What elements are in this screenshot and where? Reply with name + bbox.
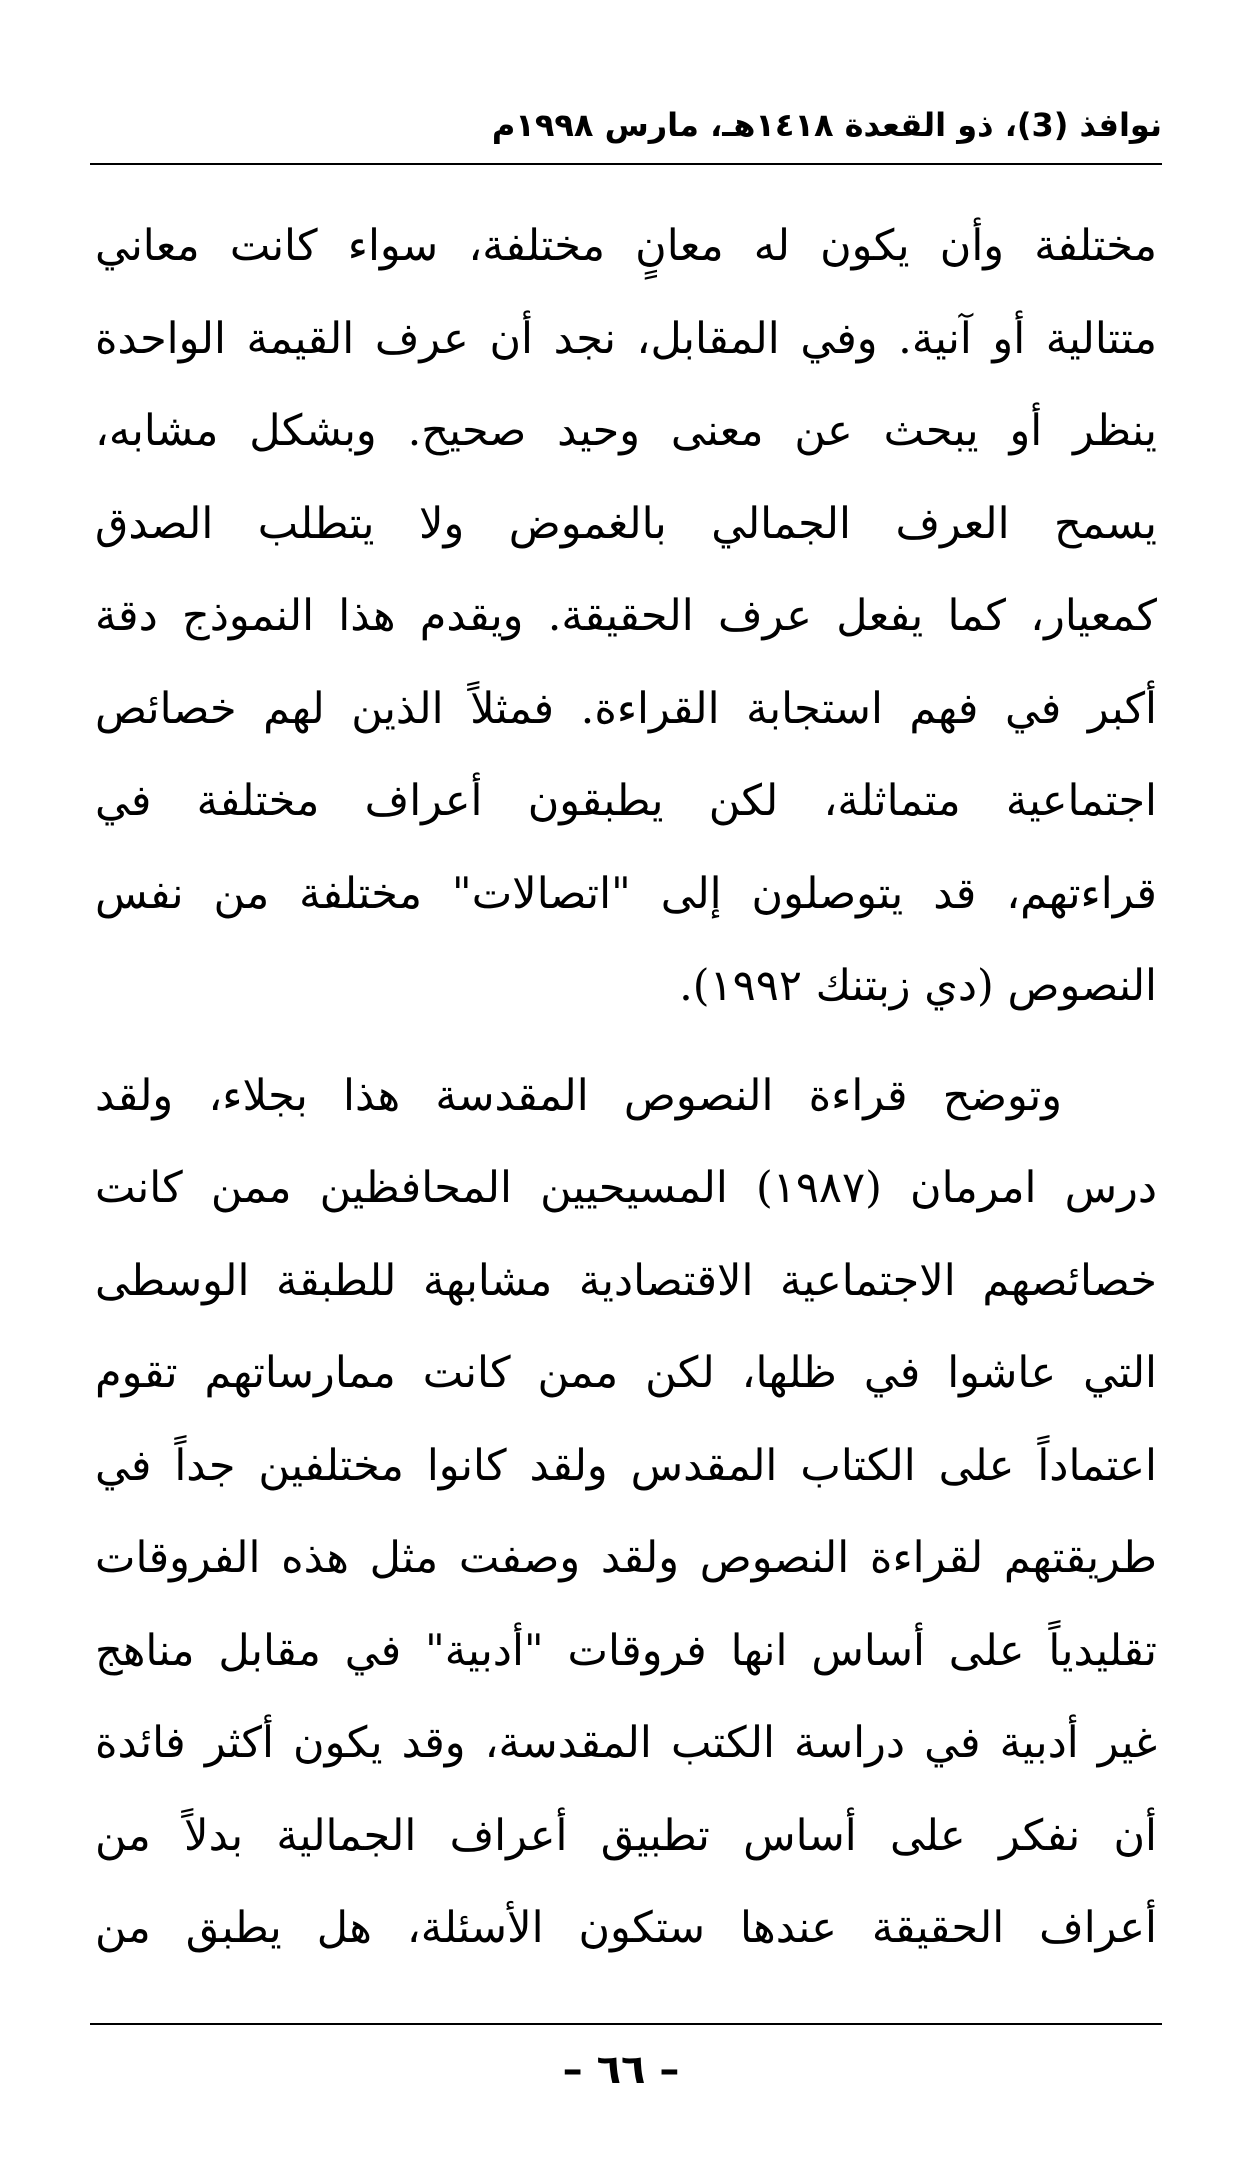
text-line: اعتماداً على الكتاب المقدس ولقد كانوا مختلفين جداً في [95,1440,1157,1491]
page-number: – ٦٦ – [562,2047,680,2093]
text-line: ينظر أو يبحث عن معنى وحيد صحيح. وبشكل مشابه، [95,406,1157,456]
text-line: أعراف الحقيقة عندها ستكون الأسئلة، هل يطبق من [95,1903,1157,1953]
paragraph-gap [95,1033,1157,1050]
text-line: قراءتهم، قد يتوصلون إلى "اتصالات" مختلفة من نفس [95,868,1157,919]
running-header: نوافذ (3)، ذو القعدة ١٤١٨هـ، مارس ١٩٩٨م [491,106,1162,144]
header-rule [90,163,1162,165]
text-line: متتالية أو آنية. وفي المقابل، نجد أن عرف القيمة الواحدة [95,313,1157,364]
text-line: النصوص (دي زبتنك ١٩٩٢). [679,961,1157,1011]
paragraph-1 [95,200,1157,1033]
text-line: أكبر في فهم استجابة القراءة. فمثلاً الذين لهم خصائص [95,683,1157,734]
text-line: درس امرمان (١٩٨٧) المسيحيين المحافظين ممن كانت [95,1163,1157,1213]
text-line: غير أدبية في دراسة الكتب المقدسة، وقد يكون أكثر فائدة [95,1718,1157,1768]
text-line: طريقتهم لقراءة النصوص ولقد وصفت مثل هذه الفروقات [95,1533,1157,1583]
footer-rule [90,2023,1162,2025]
text-line: اجتماعية متماثلة، لكن يطبقون أعراف مختلفة في [95,776,1157,826]
text-line: التي عاشوا في ظلها، لكن ممن كانت ممارساتهم تقوم [95,1348,1157,1398]
text-line: مختلفة وأن يكون له معانٍ مختلفة، سواء كانت معاني [95,221,1157,271]
body-text [95,200,1157,1975]
text-line: كمعيار، كما يفعل عرف الحقيقة. ويقدم هذا النموذج دقة [95,591,1157,641]
paragraph-2 [95,1050,1157,1975]
text-line: وتوضح قراءة النصوص المقدسة هذا بجلاء، ولقد [95,1070,1062,1121]
text-line: يسمح العرف الجمالي بالغموض ولا يتطلب الصدق [95,498,1157,549]
text-line: خصائصهم الاجتماعية الاقتصادية مشابهة للطبقة الوسطى [95,1255,1157,1306]
text-line: أن نفكر على أساس تطبيق أعراف الجمالية بدلاً من [95,1810,1157,1861]
text-line: تقليدياً على أساس انها فروقات "أدبية" في مقابل مناهج [95,1625,1157,1676]
